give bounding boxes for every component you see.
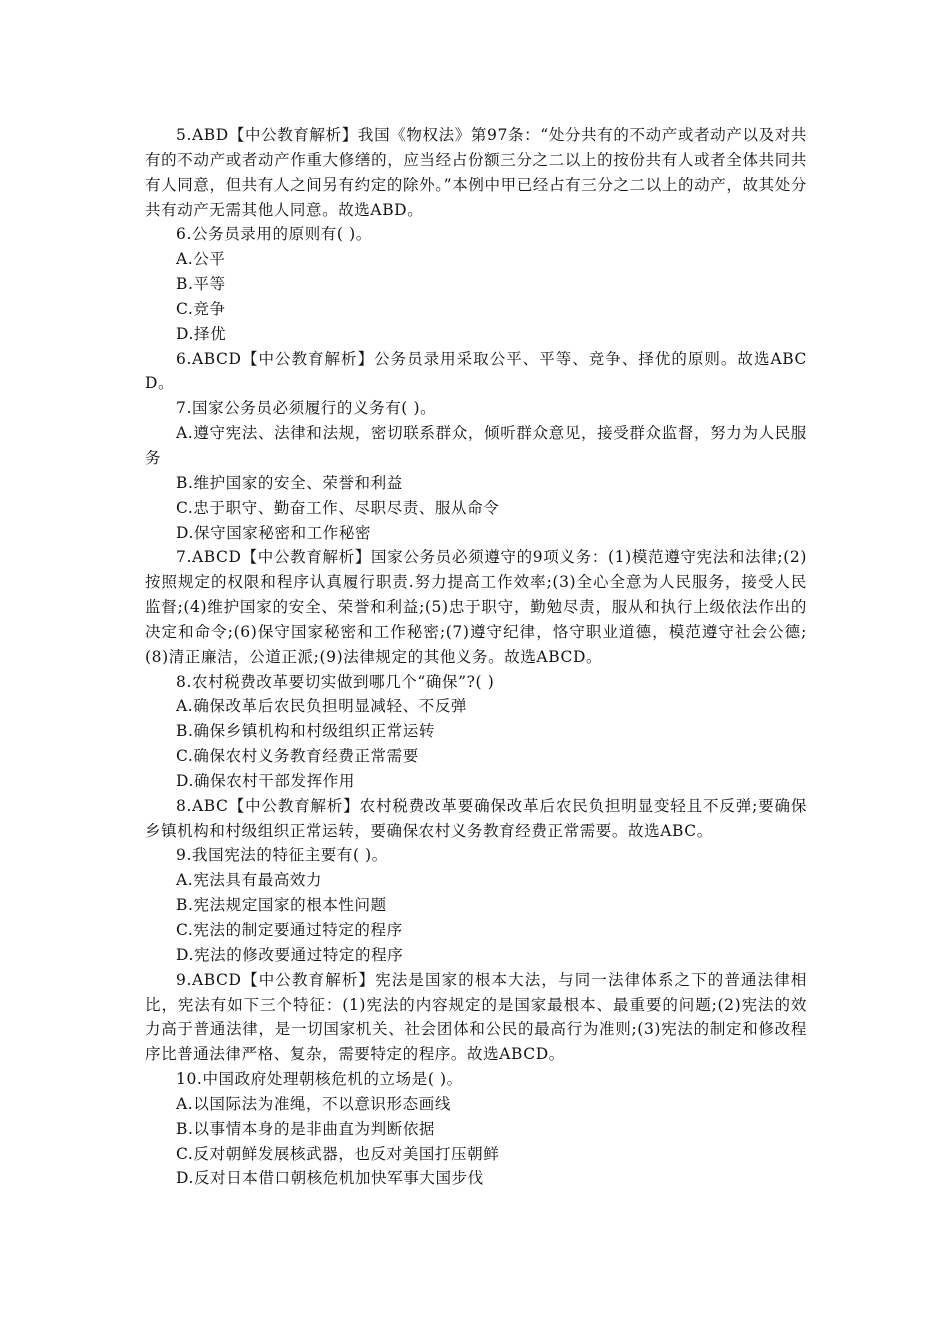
- question-9-option-d: D.宪法的修改要通过特定的程序: [176, 945, 404, 964]
- question-6-option-a: A.公平: [176, 250, 226, 269]
- question-8-option-c: C.确保农村义务教育经费正常需要: [176, 747, 419, 766]
- question-10: 10.中国政府处理朝核危机的立场是( )。: [176, 1070, 463, 1089]
- question-9-option-b: B.宪法规定国家的根本性问题: [176, 896, 387, 915]
- answer-9-explanation: 9.ABCD【中公教育解析】宪法是国家的根本大法，与同一法律体系之下的普通法律相比，宪法有如下三个特征：(1)宪法的内容规定的是国家最根本、最重要的问题;(2)宪法的效力高于普通法律，是一切国家机关、社会团体和公民的最高行为准则;(3)宪法的制定和修改程序比普通法律严格、复杂，需要特定的程序。故选ABCD。: [145, 970, 807, 1064]
- question-7-option-d: D.保守国家秘密和工作秘密: [176, 523, 372, 542]
- question-10-option-a: A.以国际法为准绳，不以意识形态画线: [176, 1094, 451, 1113]
- question-8-option-a: A.确保改革后农民负担明显减轻、不反弹: [176, 697, 468, 716]
- question-8-option-b: B.确保乡镇机构和村级组织正常运转: [176, 722, 436, 741]
- question-10-option-d: D.反对日本借口朝核危机加快军事大国步伐: [176, 1169, 484, 1188]
- question-6-option-d: D.择优: [176, 324, 227, 343]
- answer-6-explanation: 6.ABCD【中公教育解析】公务员录用采取公平、平等、竞争、择优的原则。故选ABCD。: [145, 349, 807, 393]
- question-7: 7.国家公务员必须履行的义务有( )。: [176, 399, 437, 418]
- document-page: [145, 123, 807, 1191]
- question-6-option-c: C.竞争: [176, 299, 226, 318]
- answer-8-explanation: 8.ABC【中公教育解析】农村税费改革要确保改革后农民负担明显变轻且不反弹;要确保乡镇机构和村级组织正常运转，要确保农村义务教育经费正常需要。故选ABC。: [145, 796, 807, 840]
- answer-5-explanation: 5.ABD【中公教育解析】我国《物权法》第97条：“处分共有的不动产或者动产以及对共有的不动产或者动产作重大修缮的，应当经占份额三分之二以上的按份共有人或者全体共同共有人同意，但共有人之间另有约定的除外。”本例中甲已经占有三分之二以上的动产，故其处分共有动产无需其他人同意。故选ABD。: [145, 126, 807, 219]
- question-7-option-a: A.遵守宪法、法律和法规，密切联系群众，倾听群众意见，接受群众监督，努力为人民服务: [145, 424, 807, 467]
- question-7-option-b: B.维护国家的安全、荣誉和利益: [176, 473, 403, 492]
- question-7-option-c: C.忠于职守、勤奋工作、尽职尽责、服从命令: [176, 498, 500, 517]
- question-8: 8.农村税费改革要切实做到哪几个“确保”?( ): [176, 672, 495, 691]
- question-10-option-c: C.反对朝鲜发展核武器，也反对美国打压朝鲜: [176, 1144, 500, 1163]
- question-8-option-d: D.确保农村干部发挥作用: [176, 771, 356, 790]
- question-6-option-b: B.平等: [176, 275, 226, 294]
- question-6: 6.公务员录用的原则有( )。: [176, 225, 372, 244]
- answer-7-explanation: 7.ABCD【中公教育解析】国家公务员必须遵守的9项义务：(1)模范遵守宪法和法律;(2)按照规定的权限和程序认真履行职责.努力提高工作效率;(3)全心全意为人民服务，接受人民监督;(4)维护国家的安全、荣誉和利益;(5)忠于职守，勤勉尽责，服从和执行上级依法作出的决定和命令;(6)保守国家秘密和工作秘密;(7)遵守纪律，恪守职业道德，模范遵守社会公德;(8)清正廉洁，公道正派;(9)法律规定的其他义务。故选ABCD。: [145, 548, 807, 666]
- question-9-option-c: C.宪法的制定要通过特定的程序: [176, 921, 403, 939]
- question-10-option-b: B.以事情本身的是非曲直为判断依据: [176, 1119, 436, 1138]
- question-9-option-a: A.宪法具有最高效力: [176, 871, 323, 890]
- question-9: 9.我国宪法的特征主要有( )。: [176, 846, 388, 865]
